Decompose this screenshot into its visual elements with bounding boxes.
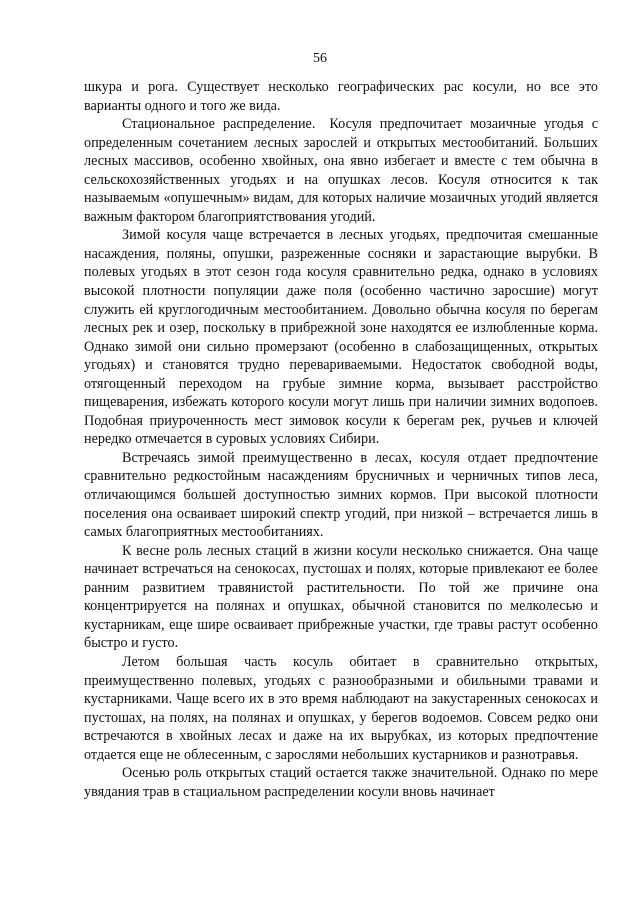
paragraph-text: Встречаясь зимой преимущественно в лесах, косуля отдает предпочтение сравнительно редкостойным насаждениям брусничных и черничных типов леса, отличающимся большей доступностью зимних кормов. При высокой плотности поселения она осваивает широкий спектр угодий, при низкой – встречается лишь в самых благоприятных местообитаниях.: [84, 449, 598, 541]
body-text: [84, 78, 598, 801]
paragraph-text: Зимой косуля чаще встречается в лесных угодьях, предпочитая смешанные насаждения, поляны, опушки, разреженные сосняки и зарастающие вырубки. В полевых угодьях в этот сезон года косуля сравнительно редка, однако в условиях высокой плотности популяции даже поля (особенно частично заросшие) могут служить ей круглогодичным местообитанием. Довольно обычна косуля по берегам лесных рек и озер, поскольку в прибрежной зоне находятся ее излюбленные корма. Однако зимой они сильно промерзают (особенно в слабозащищенных, открытых угодьях) и становятся трудно перевариваемыми. Недостаток свободной воды, отягощенный переходом на грубые зимние корма, вызывает расстройство пищеварения, избежать которого косули могут лишь при наличии зимних водопоев. Подобная приуроченность мест зимовок косули к берегам рек, ручьев и ключей нередко отмечается в суровых условиях Сибири.: [84, 227, 598, 448]
paragraph-summer: [84, 653, 598, 764]
paragraph-winter-forests: [84, 449, 598, 542]
paragraph-text: К весне роль лесных стаций в жизни косули несколько снижается. Она чаще начинает встречаться на сенокосах, пустошах и полях, которые привлекают ее более ранним развитием травянистой растительности. По той же причине она концентрируется на полянах и опушках, обычной становится по мелколесью и кустарникам, еще шире осваивает прибрежные участки, где травы растут особенно быстро и густо.: [84, 542, 598, 652]
paragraph-continuation: [84, 78, 598, 115]
paragraph-stational-distribution: [84, 115, 598, 226]
section-run-in-heading: Стациональное распределение.: [122, 116, 316, 133]
paragraph-winter: [84, 226, 598, 449]
paragraph-text: Осенью роль открытых стаций остается также значительной. Однако по мере увядания трав в стациальном распределении косули вновь начинает: [84, 765, 598, 800]
paragraph-spring: [84, 542, 598, 653]
paragraph-text: шкура и рога. Существует несколько географических рас косули, но все это варианты одного и того же вида.: [84, 79, 598, 114]
page-number: 56: [313, 51, 327, 66]
paragraph-autumn: [84, 764, 598, 801]
paragraph-text: Летом большая часть косуль обитает в сравнительно открытых, преимущественно полевых, угодьях с разнообразными и обильными травами и кустарниками. Чаще всего их в это время наблюдают на закустаренных сенокосах и пустошах, на полях, на полянах и опушках, у берегов водоемов. Совсем редко они встречаются в хвойных лесах и даже на их вырубках, из которых предпочтение отдается еще не облесенным, с зарослями небольших кустарников и разнотравья.: [84, 653, 598, 763]
paragraph-text: Косуля предпочитает мозаичные угодья с определенным сочетанием лесных зарослей и открытых местообитаний. Больших лесных массивов, особенно хвойных, она явно избегает и вместе с тем обычна в сельскохозяйственных угодьях и на опушках лесов. Косуля относится к так называемым «опушечным» видам, для которых наличие мозаичных угодий является важным фактором благоприятствования угодий.: [84, 116, 598, 225]
